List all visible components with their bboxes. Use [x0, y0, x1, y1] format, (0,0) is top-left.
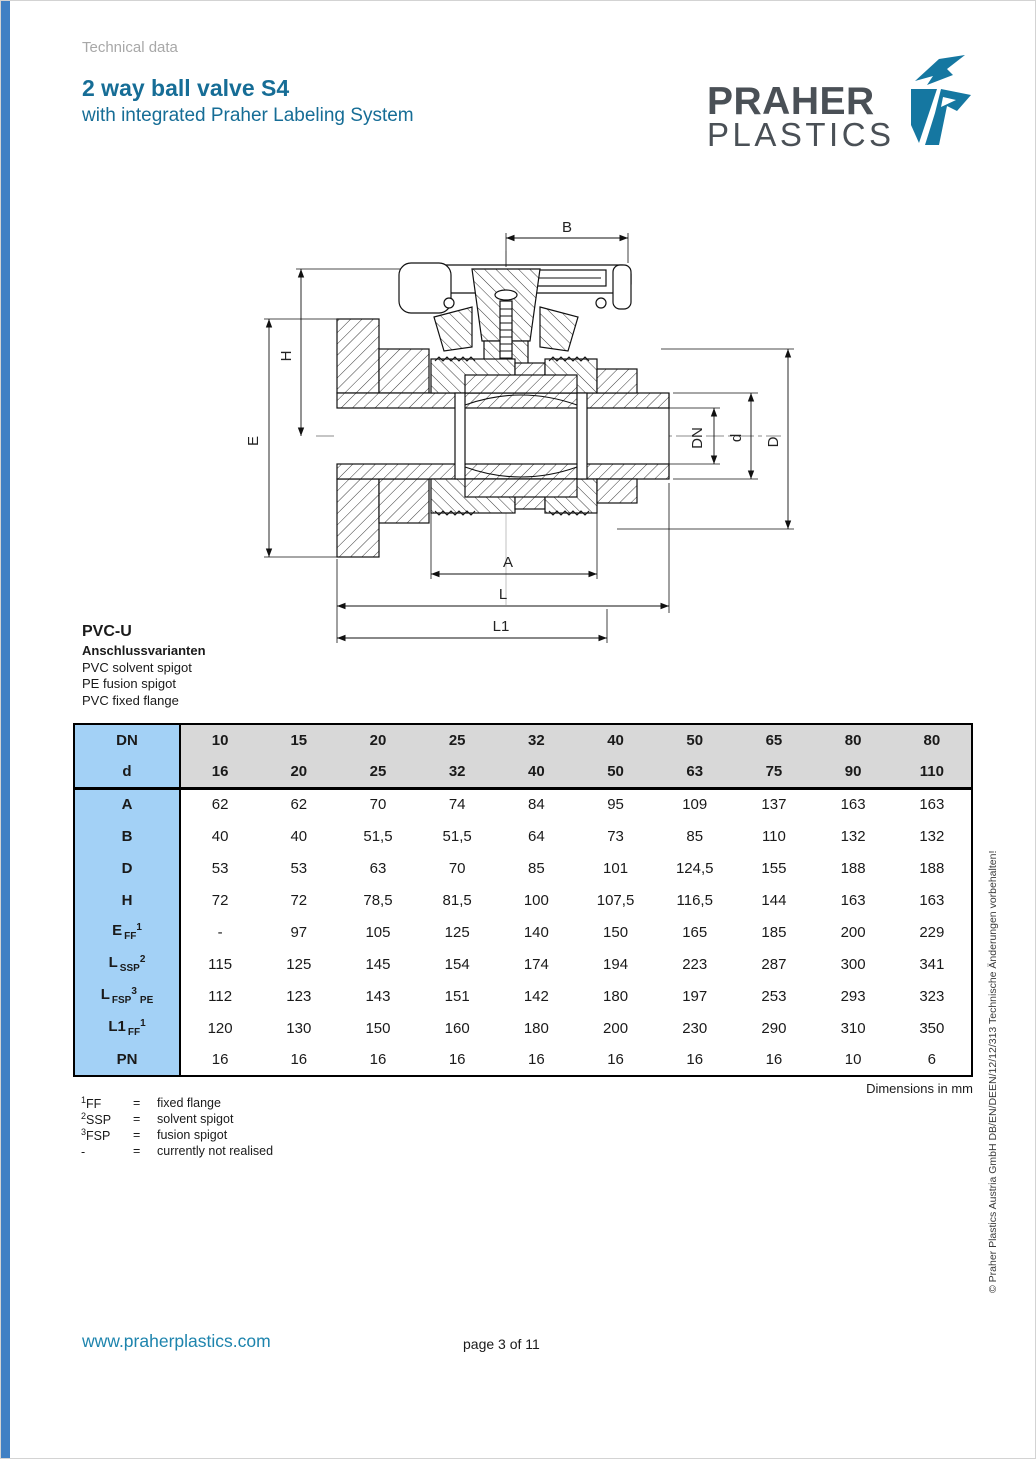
dimensions-note: Dimensions in mm [866, 1081, 973, 1096]
dim-label-l1: L1 [492, 618, 510, 635]
table-cell: 341 [919, 955, 945, 973]
material-block [82, 621, 206, 709]
table-row-label: A [74, 788, 180, 820]
logo-wordmark-line1: PRAHER [707, 80, 875, 123]
table-cell: 90 [814, 756, 893, 788]
table-cell: 125 [286, 955, 312, 973]
dim-label-h: H [278, 350, 295, 362]
dim-label-a: A [502, 554, 514, 571]
table-cell: 16 [180, 756, 259, 788]
table-cell: 101 [603, 859, 629, 877]
table-cell: 110 [761, 827, 786, 845]
table-cell: 10 [844, 1051, 862, 1068]
table-row-label: E $_{FF}^1$ [74, 916, 180, 948]
table-row-label: H [74, 884, 180, 916]
table-row-label: d [74, 756, 180, 788]
table-row-label: L $_{SSP}^2$ [74, 948, 180, 980]
table-cell: 84 [528, 796, 545, 814]
table-cell: 40 [290, 827, 308, 845]
table-cell: 50 [655, 724, 734, 756]
table-cell: 80 [893, 724, 972, 756]
praher-p-arrow-icon [881, 53, 981, 147]
table-cell: 97 [290, 923, 308, 941]
table-row [74, 980, 972, 1012]
copyright-side-note: © Praher Plastics Austria GmbH DB/EN/DEEN/12/12/313 Technische Änderungen vorbehalten! [987, 850, 999, 1293]
table-cell: 116,5 [676, 891, 713, 909]
table-cell: 63 [655, 756, 734, 788]
table-cell: 310 [840, 1019, 866, 1037]
table-cell: 223 [682, 955, 708, 973]
table-cell: 188 [919, 859, 945, 877]
footnote: $^2$SSP = solvent spigot [81, 1110, 234, 1128]
dim-label-e: E [245, 435, 262, 447]
table-cell: 64 [528, 827, 545, 845]
table-row [74, 1012, 972, 1044]
table-row [74, 884, 972, 916]
table-cell: 80 [814, 724, 893, 756]
table-cell: 25 [338, 756, 417, 788]
page-subtitle: with integrated Praher Labeling System [82, 105, 414, 126]
table-cell: 72 [290, 891, 308, 909]
table-cell: 230 [682, 1019, 708, 1037]
table-cell: 16 [369, 1051, 387, 1068]
table-cell: 174 [523, 955, 549, 973]
footnote: - = currently not realised [81, 1144, 274, 1160]
page-title: 2 way ball valve S4 [82, 75, 290, 101]
table-cell: 16 [448, 1051, 466, 1068]
table-cell: 78,5 [363, 891, 393, 909]
table-cell: 32 [418, 756, 497, 788]
logo-wordmark-line2: PLASTICS [707, 116, 895, 153]
table-cell: 188 [840, 859, 866, 877]
table-cell: 115 [208, 955, 233, 973]
table-cell: 85 [686, 827, 704, 845]
table-cell: 150 [365, 1019, 391, 1037]
table-cell: 293 [840, 987, 866, 1005]
dim-label-dn: DN [689, 427, 706, 449]
table-cell: 62 [211, 796, 229, 814]
table-cell: 32 [497, 724, 576, 756]
table-cell: 50 [576, 756, 655, 788]
table-cell: 95 [607, 796, 624, 814]
material-line: PVC fixed flange [82, 692, 179, 708]
table-cell: 163 [840, 796, 866, 814]
table-cell: 15 [259, 724, 338, 756]
table-cell: 200 [603, 1019, 629, 1037]
table-cell: 81,5 [442, 891, 472, 909]
table-row-label: B [74, 820, 180, 852]
table-cell: 16 [211, 1051, 229, 1068]
table-cell: 137 [761, 796, 787, 814]
table-cell: 163 [840, 891, 866, 909]
table-cell: 112 [208, 987, 233, 1005]
table-cell: 290 [761, 1019, 787, 1037]
table-cell: 107,5 [596, 891, 635, 909]
dim-label-b: B [561, 219, 573, 236]
table-cell: 62 [290, 796, 308, 814]
table-cell: 160 [444, 1019, 470, 1037]
footer-website-link[interactable]: www.praherplastics.com [82, 1331, 271, 1351]
table-cell: 253 [761, 987, 787, 1005]
table-row-label: DN [74, 724, 180, 756]
table-row [74, 852, 972, 884]
table-cell: 163 [919, 891, 945, 909]
table-cell: 163 [919, 796, 945, 814]
table-row [74, 1044, 972, 1076]
table-row-label: L $_{FSP}^3_{PE}$ [74, 980, 180, 1012]
table-cell: 51,5 [363, 827, 393, 845]
table-cell: 123 [286, 987, 312, 1005]
table-cell: - [217, 923, 223, 941]
dim-label-d: d [728, 433, 745, 443]
table-cell: 10 [180, 724, 259, 756]
table-cell: 194 [603, 955, 629, 973]
table-cell: 20 [338, 724, 417, 756]
table-cell: 63 [369, 859, 387, 877]
table-cell: 165 [682, 923, 708, 941]
table-cell: 16 [686, 1051, 704, 1068]
table-cell: 132 [840, 827, 866, 845]
table-cell: 287 [761, 955, 787, 973]
table-cell: 51,5 [442, 827, 472, 845]
footnotes [81, 1095, 273, 1159]
table-cell: 16 [765, 1051, 783, 1068]
table-cell: 140 [523, 923, 549, 941]
praher-logo [707, 53, 981, 153]
title-block [82, 75, 414, 127]
table-cell: 300 [840, 955, 866, 973]
table-cell: 110 [893, 756, 972, 788]
table-cell: 350 [919, 1019, 945, 1037]
table-cell: 40 [576, 724, 655, 756]
table-cell: 40 [497, 756, 576, 788]
table-cell: 70 [369, 796, 387, 814]
table-header-row [74, 756, 972, 788]
table-cell: 109 [682, 796, 708, 814]
material-subtitle: Anschlussvarianten [82, 643, 206, 658]
table-header-row [74, 724, 972, 756]
table-row-label: D [74, 852, 180, 884]
table-cell: 20 [259, 756, 338, 788]
table-cell: 85 [528, 859, 545, 877]
table-cell: 65 [734, 724, 813, 756]
table-cell: 105 [365, 923, 391, 941]
spec-table [73, 723, 973, 1077]
valve-cross-section-drawing [239, 191, 819, 661]
table-cell: 200 [840, 923, 866, 941]
table-cell: 16 [607, 1051, 624, 1068]
footer-page-number: page 3 of 11 [463, 1336, 540, 1352]
document-category: Technical data [82, 39, 178, 56]
table-cell: 229 [919, 923, 945, 941]
table-cell: 16 [528, 1051, 545, 1068]
table-cell: 53 [290, 859, 308, 877]
table-cell: 180 [523, 1019, 549, 1037]
table-cell: 142 [523, 987, 549, 1005]
page-edge-bar [1, 1, 10, 1458]
table-row [74, 820, 972, 852]
footnote: $^3$FSP = fusion spigot [81, 1126, 228, 1144]
dim-label-big-d: D [765, 436, 782, 448]
table-cell: 75 [734, 756, 813, 788]
table-cell: 70 [448, 859, 466, 877]
table-row [74, 788, 972, 820]
table-row-label: L1 $_{FF}^1$ [74, 1012, 180, 1044]
table-cell: 155 [761, 859, 787, 877]
table-cell: 53 [211, 859, 229, 877]
table-cell: 25 [418, 724, 497, 756]
table-cell: 132 [919, 827, 945, 845]
table-cell: 73 [607, 827, 624, 845]
table-row-label: PN [74, 1044, 180, 1076]
table-row [74, 948, 972, 980]
table-cell: 145 [365, 955, 391, 973]
table-cell: 40 [211, 827, 229, 845]
table-cell: 6 [927, 1051, 937, 1068]
table-cell: 125 [444, 923, 470, 941]
table-cell: 180 [603, 987, 629, 1005]
table-cell: 323 [919, 987, 945, 1005]
table-row [74, 916, 972, 948]
material-line: PVC solvent spigot [82, 659, 192, 675]
material-title: PVC-U [82, 623, 132, 640]
table-cell: 100 [523, 891, 549, 909]
table-cell: 74 [448, 796, 466, 814]
material-line: PE fusion spigot [82, 676, 176, 691]
table-cell: 150 [603, 923, 629, 941]
dim-label-l: L [498, 586, 508, 603]
table-cell: 16 [290, 1051, 308, 1068]
footnote: $^1$FF = fixed flange [81, 1094, 221, 1112]
table-cell: 143 [365, 987, 391, 1005]
spec-table-rows [74, 724, 972, 1076]
table-cell: 151 [444, 987, 470, 1005]
table-cell: 120 [207, 1019, 233, 1037]
table-cell: 197 [682, 987, 708, 1005]
table-cell: 154 [444, 955, 470, 973]
table-cell: 144 [761, 891, 787, 909]
table-cell: 124,5 [675, 859, 714, 877]
table-cell: 72 [211, 891, 229, 909]
table-cell: 130 [286, 1019, 312, 1037]
table-cell: 185 [761, 923, 787, 941]
